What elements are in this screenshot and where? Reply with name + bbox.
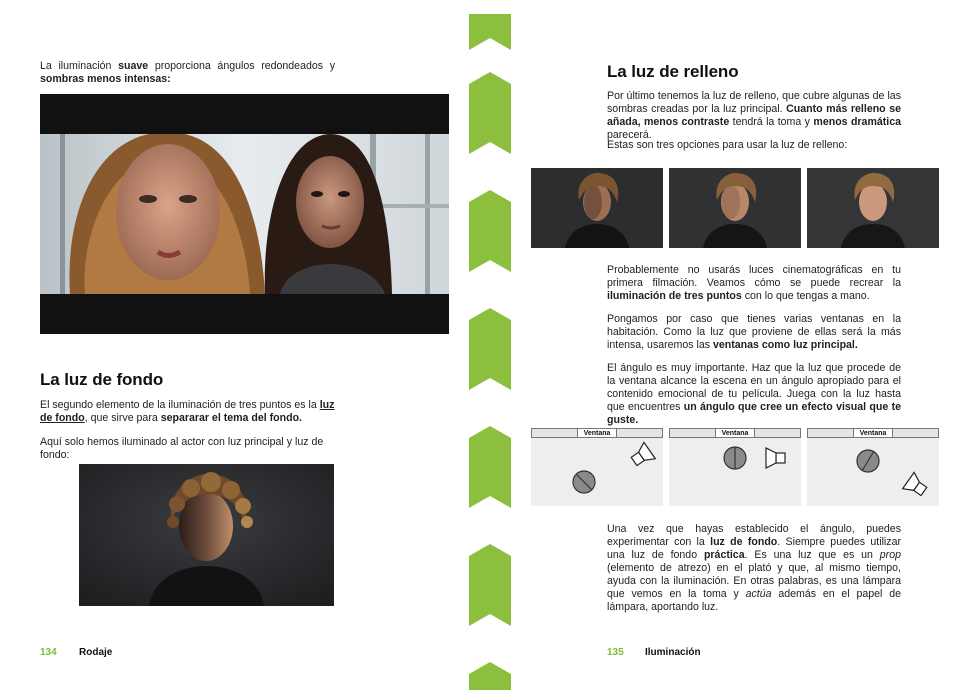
fill-light-option-1 — [531, 168, 663, 248]
chevron-segment — [469, 190, 511, 272]
window-label: Ventana — [578, 428, 616, 438]
running-footer-right: Iluminación — [645, 647, 701, 658]
window-diagram-3 — [807, 428, 939, 506]
light-source-icon — [766, 448, 785, 468]
windows-key-light-paragraph: Pongamos por caso que tienes varias ventanas en la habitación. Como la luz que proviene de ellas será la más intensa, usaremos las ventanas como luz principal. — [607, 313, 901, 351]
light-source-icon — [903, 472, 930, 499]
subject-circle-icon — [857, 450, 879, 472]
luz-de-fondo-paragraph: El segundo elemento de la iluminación de tres puntos es la luz de fondo, que sirve para separarar el tema del fondo. — [40, 399, 335, 424]
window-diagram-2 — [669, 428, 801, 506]
subject-circle-icon — [724, 447, 746, 469]
chevron-segment — [469, 72, 511, 154]
portrait-back-light — [79, 464, 334, 606]
chevron-segment — [469, 544, 511, 626]
window-label: Ventana — [716, 428, 754, 438]
window-diagram-1 — [531, 428, 663, 506]
chevron-segment — [469, 426, 511, 508]
chevron-segment — [469, 308, 511, 390]
running-footer-left: Rodaje — [79, 647, 113, 658]
fill-light-option-3 — [807, 168, 939, 248]
page-number-right: 135 — [607, 647, 624, 658]
angle-paragraph: El ángulo es muy importante. Haz que la luz que procede de la ventana alcance la escena en un ángulo apropiado para el contenido emocional de tu película. Juega con la luz hasta que encuentres un ángulo que cree un efecto visual que te guste. — [607, 362, 901, 426]
chevron-segment — [469, 662, 511, 690]
fill-light-option-2 — [669, 168, 801, 248]
intro-text: La iluminación suave proporciona ángulos redondeados y sombras menos intensas: — [40, 60, 335, 85]
practical-lights-paragraph: Probablemente no usarás luces cinematográficas en tu primera filmación. Veamos cómo se puede recrear la iluminación de tres puntos con lo que tengas a mano. — [607, 264, 901, 302]
actor-description-paragraph: Aquí solo hemos iluminado al actor con luz principal y luz de fondo: — [40, 436, 324, 461]
chevron-spine-icon — [469, 14, 511, 690]
window-label: Ventana — [854, 428, 892, 438]
light-source-icon — [628, 442, 655, 469]
section-title-luz-de-relleno: La luz de relleno — [607, 62, 739, 81]
subject-circle-icon — [573, 471, 595, 493]
options-intro: Estas son tres opciones para usar la luz de relleno: — [607, 139, 848, 151]
section-title-luz-de-fondo: La luz de fondo — [40, 370, 164, 389]
page-number-left: 134 — [40, 647, 57, 658]
luz-de-relleno-paragraph: Por último tenemos la luz de relleno, que cubre algunas de las sombras creadas por la luz principal. Cuanto más relleno se añada, menos contraste tendrá la toma y menos dramática parecerá. — [607, 90, 902, 141]
chevron-segment — [469, 14, 511, 50]
practical-light-paragraph: Una vez que hayas establecido el ángulo, puedes experimentar con la luz de fondo. Siempre puedes utilizar una luz de fondo práctica. Es una luz que es un prop (elemento de atrezo) en el plató y que, al mismo tiempo, ayuda con la iluminación. En otras palabras, es una lámpara que vemos en la toma y actúa además en el papel de lámpara, aportando luz. — [607, 523, 901, 613]
film-still-two-women — [40, 94, 449, 334]
